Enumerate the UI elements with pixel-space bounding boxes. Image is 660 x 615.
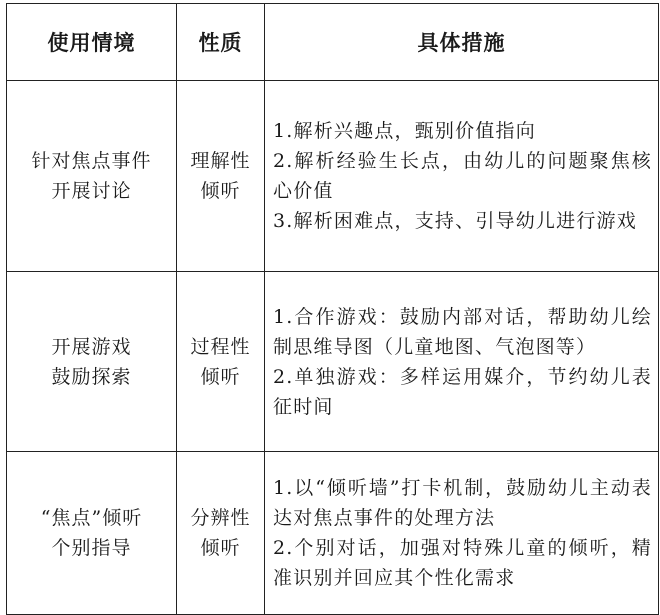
measure-item: 2.单独游戏：多样运用媒介，节约幼儿表征时间	[273, 365, 652, 418]
scenario-line: 个别指导	[51, 537, 132, 559]
nature-line: 分辨性	[190, 507, 251, 529]
scenario-line: 开展游戏	[51, 335, 132, 358]
scenario-cell	[7, 272, 177, 452]
table-row	[7, 272, 659, 452]
listening-strategy-table	[6, 3, 659, 615]
header-scenario: 使用情境	[7, 4, 177, 81]
nature-line: 理解性	[190, 150, 251, 172]
measure-item: 1.解析兴趣点，甄别价值指向	[273, 120, 536, 142]
nature-cell	[177, 81, 265, 272]
nature-line: 倾听	[200, 365, 241, 388]
scenario-line: 鼓励探索	[51, 365, 132, 388]
measure-item: 2.解析经验生长点，由幼儿的问题聚焦核心价值	[273, 150, 652, 202]
nature-cell	[177, 452, 265, 615]
scenario-line: 针对焦点事件	[31, 150, 152, 172]
measure-item: 2.个别对话，加强对特殊儿童的倾听，精准识别并回应其个性化需求	[273, 537, 652, 589]
measure-item: 3.解析困难点，支持、引导幼儿进行游戏	[273, 210, 637, 232]
table-body	[7, 81, 659, 615]
header-nature: 性质	[177, 4, 265, 81]
nature-line: 过程性	[190, 335, 251, 358]
measures-cell	[265, 81, 659, 272]
table-header	[7, 4, 659, 81]
scenario-line: 开展讨论	[51, 180, 132, 202]
measure-item: 1.以“倾听墙”打卡机制，鼓励幼儿主动表达对焦点事件的处理方法	[273, 477, 652, 529]
nature-cell	[177, 272, 265, 452]
scenario-cell	[7, 81, 177, 272]
measure-item: 1.合作游戏：鼓励内部对话，帮助幼儿绘制思维导图（儿童地图、气泡图等）	[273, 305, 652, 358]
nature-line: 倾听	[200, 180, 241, 202]
measures-cell	[265, 452, 659, 615]
scenario-line: “焦点”倾听	[40, 507, 143, 529]
table-row	[7, 452, 659, 615]
scenario-cell	[7, 452, 177, 615]
header-row	[7, 4, 659, 81]
listening-strategy-table-container	[6, 3, 658, 615]
header-measures: 具体措施	[265, 4, 659, 81]
measures-cell	[265, 272, 659, 452]
nature-line: 倾听	[200, 537, 241, 559]
table-row	[7, 81, 659, 272]
